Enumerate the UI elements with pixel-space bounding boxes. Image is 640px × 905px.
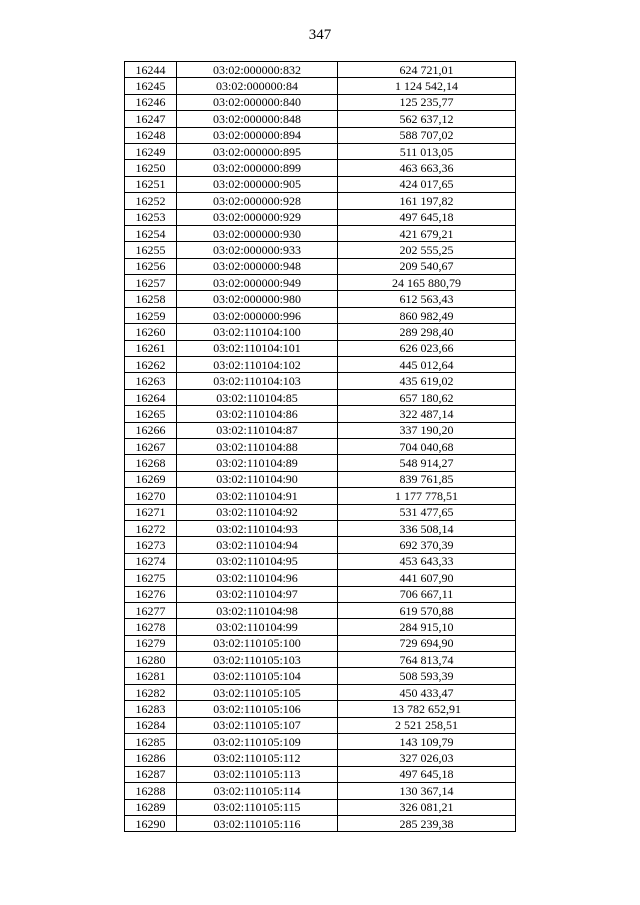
row-number-cell: 16248	[125, 127, 177, 143]
cadastral-number-cell: 03:02:110105:112	[177, 750, 338, 766]
table-row	[125, 324, 516, 340]
table-row	[125, 225, 516, 241]
table-row	[125, 275, 516, 291]
cadastral-number-cell: 03:02:000000:929	[177, 209, 338, 225]
row-number-cell: 16260	[125, 324, 177, 340]
cadastral-number-cell: 03:02:110104:100	[177, 324, 338, 340]
cadastral-number-cell: 03:02:110104:103	[177, 373, 338, 389]
row-number-cell: 16246	[125, 94, 177, 110]
row-number-cell: 16280	[125, 652, 177, 668]
row-number-cell: 16266	[125, 422, 177, 438]
cadastral-value-cell: 463 663,36	[338, 160, 516, 176]
table-row	[125, 422, 516, 438]
cadastral-value-cell: 327 026,03	[338, 750, 516, 766]
cadastral-number-cell: 03:02:110105:100	[177, 635, 338, 651]
table-row	[125, 668, 516, 684]
cadastral-value-cell: 24 165 880,79	[338, 275, 516, 291]
cadastral-number-cell: 03:02:110105:107	[177, 717, 338, 733]
row-number-cell: 16250	[125, 160, 177, 176]
cadastral-value-cell: 202 555,25	[338, 242, 516, 258]
row-number-cell: 16288	[125, 783, 177, 799]
table-row	[125, 357, 516, 373]
cadastral-number-cell: 03:02:110104:91	[177, 488, 338, 504]
cadastral-number-cell: 03:02:110104:87	[177, 422, 338, 438]
cadastral-value-cell: 704 040,68	[338, 438, 516, 454]
row-number-cell: 16269	[125, 471, 177, 487]
cadastral-number-cell: 03:02:000000:928	[177, 193, 338, 209]
cadastral-value-cell: 624 721,01	[338, 62, 516, 78]
row-number-cell: 16264	[125, 389, 177, 405]
table-row	[125, 176, 516, 192]
table-row	[125, 111, 516, 127]
table-row	[125, 701, 516, 717]
table-row	[125, 258, 516, 274]
row-number-cell: 16268	[125, 455, 177, 471]
cadastral-value-cell: 435 619,02	[338, 373, 516, 389]
table-row	[125, 586, 516, 602]
cadastral-number-cell: 03:02:110104:92	[177, 504, 338, 520]
row-number-cell: 16256	[125, 258, 177, 274]
cadastral-number-cell: 03:02:110104:90	[177, 471, 338, 487]
row-number-cell: 16279	[125, 635, 177, 651]
table-row	[125, 62, 516, 78]
row-number-cell: 16255	[125, 242, 177, 258]
table-row	[125, 94, 516, 110]
cadastral-number-cell: 03:02:110104:99	[177, 619, 338, 635]
table-row	[125, 520, 516, 536]
cadastral-number-cell: 03:02:110104:97	[177, 586, 338, 602]
cadastral-value-cell: 326 081,21	[338, 799, 516, 815]
cadastral-value-cell: 1 177 778,51	[338, 488, 516, 504]
cadastral-value-cell: 209 540,67	[338, 258, 516, 274]
row-number-cell: 16274	[125, 553, 177, 569]
table-row	[125, 160, 516, 176]
cadastral-value-cell: 13 782 652,91	[338, 701, 516, 717]
cadastral-number-cell: 03:02:110104:95	[177, 553, 338, 569]
cadastral-value-cell: 143 109,79	[338, 734, 516, 750]
row-number-cell: 16283	[125, 701, 177, 717]
cadastral-number-cell: 03:02:110105:103	[177, 652, 338, 668]
table-row	[125, 488, 516, 504]
cadastral-number-cell: 03:02:110105:114	[177, 783, 338, 799]
cadastral-value-cell: 450 433,47	[338, 684, 516, 700]
cadastral-number-cell: 03:02:000000:980	[177, 291, 338, 307]
cadastral-number-cell: 03:02:000000:894	[177, 127, 338, 143]
cadastral-value-cell: 424 017,65	[338, 176, 516, 192]
cadastral-number-cell: 03:02:000000:948	[177, 258, 338, 274]
cadastral-value-cell: 619 570,88	[338, 602, 516, 618]
cadastral-value-cell: 497 645,18	[338, 209, 516, 225]
row-number-cell: 16277	[125, 602, 177, 618]
cadastral-value-cell: 764 813,74	[338, 652, 516, 668]
cadastral-value-cell: 161 197,82	[338, 193, 516, 209]
cadastral-number-cell: 03:02:110104:89	[177, 455, 338, 471]
table-row	[125, 815, 516, 831]
cadastral-number-cell: 03:02:000000:848	[177, 111, 338, 127]
table-row	[125, 389, 516, 405]
row-number-cell: 16267	[125, 438, 177, 454]
table-row	[125, 619, 516, 635]
row-number-cell: 16278	[125, 619, 177, 635]
table-row	[125, 783, 516, 799]
table-row	[125, 766, 516, 782]
row-number-cell: 16282	[125, 684, 177, 700]
cadastral-number-cell: 03:02:000000:930	[177, 225, 338, 241]
cadastral-value-cell: 421 679,21	[338, 225, 516, 241]
cadastral-value-cell: 130 367,14	[338, 783, 516, 799]
row-number-cell: 16270	[125, 488, 177, 504]
cadastral-value-cell: 285 239,38	[338, 815, 516, 831]
cadastral-number-cell: 03:02:000000:996	[177, 307, 338, 323]
cadastral-number-cell: 03:02:000000:905	[177, 176, 338, 192]
cadastral-number-cell: 03:02:110104:94	[177, 537, 338, 553]
cadastral-number-cell: 03:02:110104:96	[177, 570, 338, 586]
cadastral-number-cell: 03:02:000000:933	[177, 242, 338, 258]
table-row	[125, 570, 516, 586]
cadastral-value-cell: 626 023,66	[338, 340, 516, 356]
table-row	[125, 471, 516, 487]
cadastral-number-cell: 03:02:000000:949	[177, 275, 338, 291]
cadastral-value-cell: 322 487,14	[338, 406, 516, 422]
table-row	[125, 734, 516, 750]
row-number-cell: 16273	[125, 537, 177, 553]
cadastral-number-cell: 03:02:110104:86	[177, 406, 338, 422]
row-number-cell: 16254	[125, 225, 177, 241]
cadastral-number-cell: 03:02:000000:899	[177, 160, 338, 176]
cadastral-number-cell: 03:02:110104:98	[177, 602, 338, 618]
table-row	[125, 504, 516, 520]
cadastral-value-cell: 336 508,14	[338, 520, 516, 536]
cadastral-number-cell: 03:02:110104:101	[177, 340, 338, 356]
table-row	[125, 717, 516, 733]
cadastral-number-cell: 03:02:110105:115	[177, 799, 338, 815]
table-row	[125, 127, 516, 143]
row-number-cell: 16263	[125, 373, 177, 389]
row-number-cell: 16287	[125, 766, 177, 782]
row-number-cell: 16271	[125, 504, 177, 520]
row-number-cell: 16245	[125, 78, 177, 94]
table-row	[125, 537, 516, 553]
table-row	[125, 78, 516, 94]
table-row	[125, 635, 516, 651]
cadastral-value-cell: 860 982,49	[338, 307, 516, 323]
cadastral-value-cell: 839 761,85	[338, 471, 516, 487]
cadastral-number-cell: 03:02:110104:88	[177, 438, 338, 454]
cadastral-value-cell: 531 477,65	[338, 504, 516, 520]
row-number-cell: 16262	[125, 357, 177, 373]
cadastral-number-cell: 03:02:110104:102	[177, 357, 338, 373]
row-number-cell: 16285	[125, 734, 177, 750]
cadastral-number-cell: 03:02:000000:840	[177, 94, 338, 110]
cadastral-number-cell: 03:02:110105:104	[177, 668, 338, 684]
table-row	[125, 373, 516, 389]
cadastral-number-cell: 03:02:110105:109	[177, 734, 338, 750]
cadastral-value-cell: 453 643,33	[338, 553, 516, 569]
cadastral-value-cell: 441 607,90	[338, 570, 516, 586]
row-number-cell: 16252	[125, 193, 177, 209]
cadastral-value-cell: 588 707,02	[338, 127, 516, 143]
row-number-cell: 16281	[125, 668, 177, 684]
table-row	[125, 242, 516, 258]
cadastral-number-cell: 03:02:110104:93	[177, 520, 338, 536]
cadastral-number-cell: 03:02:110105:105	[177, 684, 338, 700]
cadastral-value-cell: 445 012,64	[338, 357, 516, 373]
row-number-cell: 16284	[125, 717, 177, 733]
row-number-cell: 16290	[125, 815, 177, 831]
table-row	[125, 340, 516, 356]
table-row	[125, 553, 516, 569]
table-row	[125, 307, 516, 323]
cadastral-value-cell: 497 645,18	[338, 766, 516, 782]
cadastral-number-cell: 03:02:000000:832	[177, 62, 338, 78]
table-row	[125, 209, 516, 225]
cadastral-value-cell: 511 013,05	[338, 143, 516, 159]
cadastral-number-cell: 03:02:000000:895	[177, 143, 338, 159]
row-number-cell: 16253	[125, 209, 177, 225]
cadastral-value-cell: 337 190,20	[338, 422, 516, 438]
table-row	[125, 750, 516, 766]
table-row	[125, 799, 516, 815]
row-number-cell: 16247	[125, 111, 177, 127]
row-number-cell: 16257	[125, 275, 177, 291]
table-row	[125, 143, 516, 159]
cadastral-value-cell: 1 124 542,14	[338, 78, 516, 94]
table-row	[125, 652, 516, 668]
cadastral-value-cell: 125 235,77	[338, 94, 516, 110]
cadastral-value-cell: 706 667,11	[338, 586, 516, 602]
cadastral-number-cell: 03:02:110105:106	[177, 701, 338, 717]
row-number-cell: 16289	[125, 799, 177, 815]
row-number-cell: 16272	[125, 520, 177, 536]
table-row	[125, 406, 516, 422]
cadastral-number-cell: 03:02:000000:84	[177, 78, 338, 94]
table-row	[125, 602, 516, 618]
table-body	[125, 62, 516, 832]
cadastral-value-cell: 548 914,27	[338, 455, 516, 471]
cadastral-value-cell: 692 370,39	[338, 537, 516, 553]
table-row	[125, 455, 516, 471]
table-row	[125, 684, 516, 700]
row-number-cell: 16258	[125, 291, 177, 307]
page-number: 347	[308, 27, 332, 43]
table-row	[125, 193, 516, 209]
cadastral-number-cell: 03:02:110105:113	[177, 766, 338, 782]
cadastral-value-cell: 508 593,39	[338, 668, 516, 684]
row-number-cell: 16249	[125, 143, 177, 159]
cadastral-value-cell: 612 563,43	[338, 291, 516, 307]
row-number-cell: 16261	[125, 340, 177, 356]
row-number-cell: 16251	[125, 176, 177, 192]
row-number-cell: 16276	[125, 586, 177, 602]
cadastral-value-cell: 2 521 258,51	[338, 717, 516, 733]
cadastral-number-cell: 03:02:110105:116	[177, 815, 338, 831]
row-number-cell: 16244	[125, 62, 177, 78]
cadastral-value-table	[124, 61, 516, 832]
row-number-cell: 16265	[125, 406, 177, 422]
cadastral-value-cell: 657 180,62	[338, 389, 516, 405]
table-row	[125, 438, 516, 454]
row-number-cell: 16259	[125, 307, 177, 323]
cadastral-value-cell: 284 915,10	[338, 619, 516, 635]
cadastral-value-cell: 562 637,12	[338, 111, 516, 127]
row-number-cell: 16286	[125, 750, 177, 766]
row-number-cell: 16275	[125, 570, 177, 586]
cadastral-value-cell: 289 298,40	[338, 324, 516, 340]
cadastral-number-cell: 03:02:110104:85	[177, 389, 338, 405]
cadastral-value-cell: 729 694,90	[338, 635, 516, 651]
table-row	[125, 291, 516, 307]
